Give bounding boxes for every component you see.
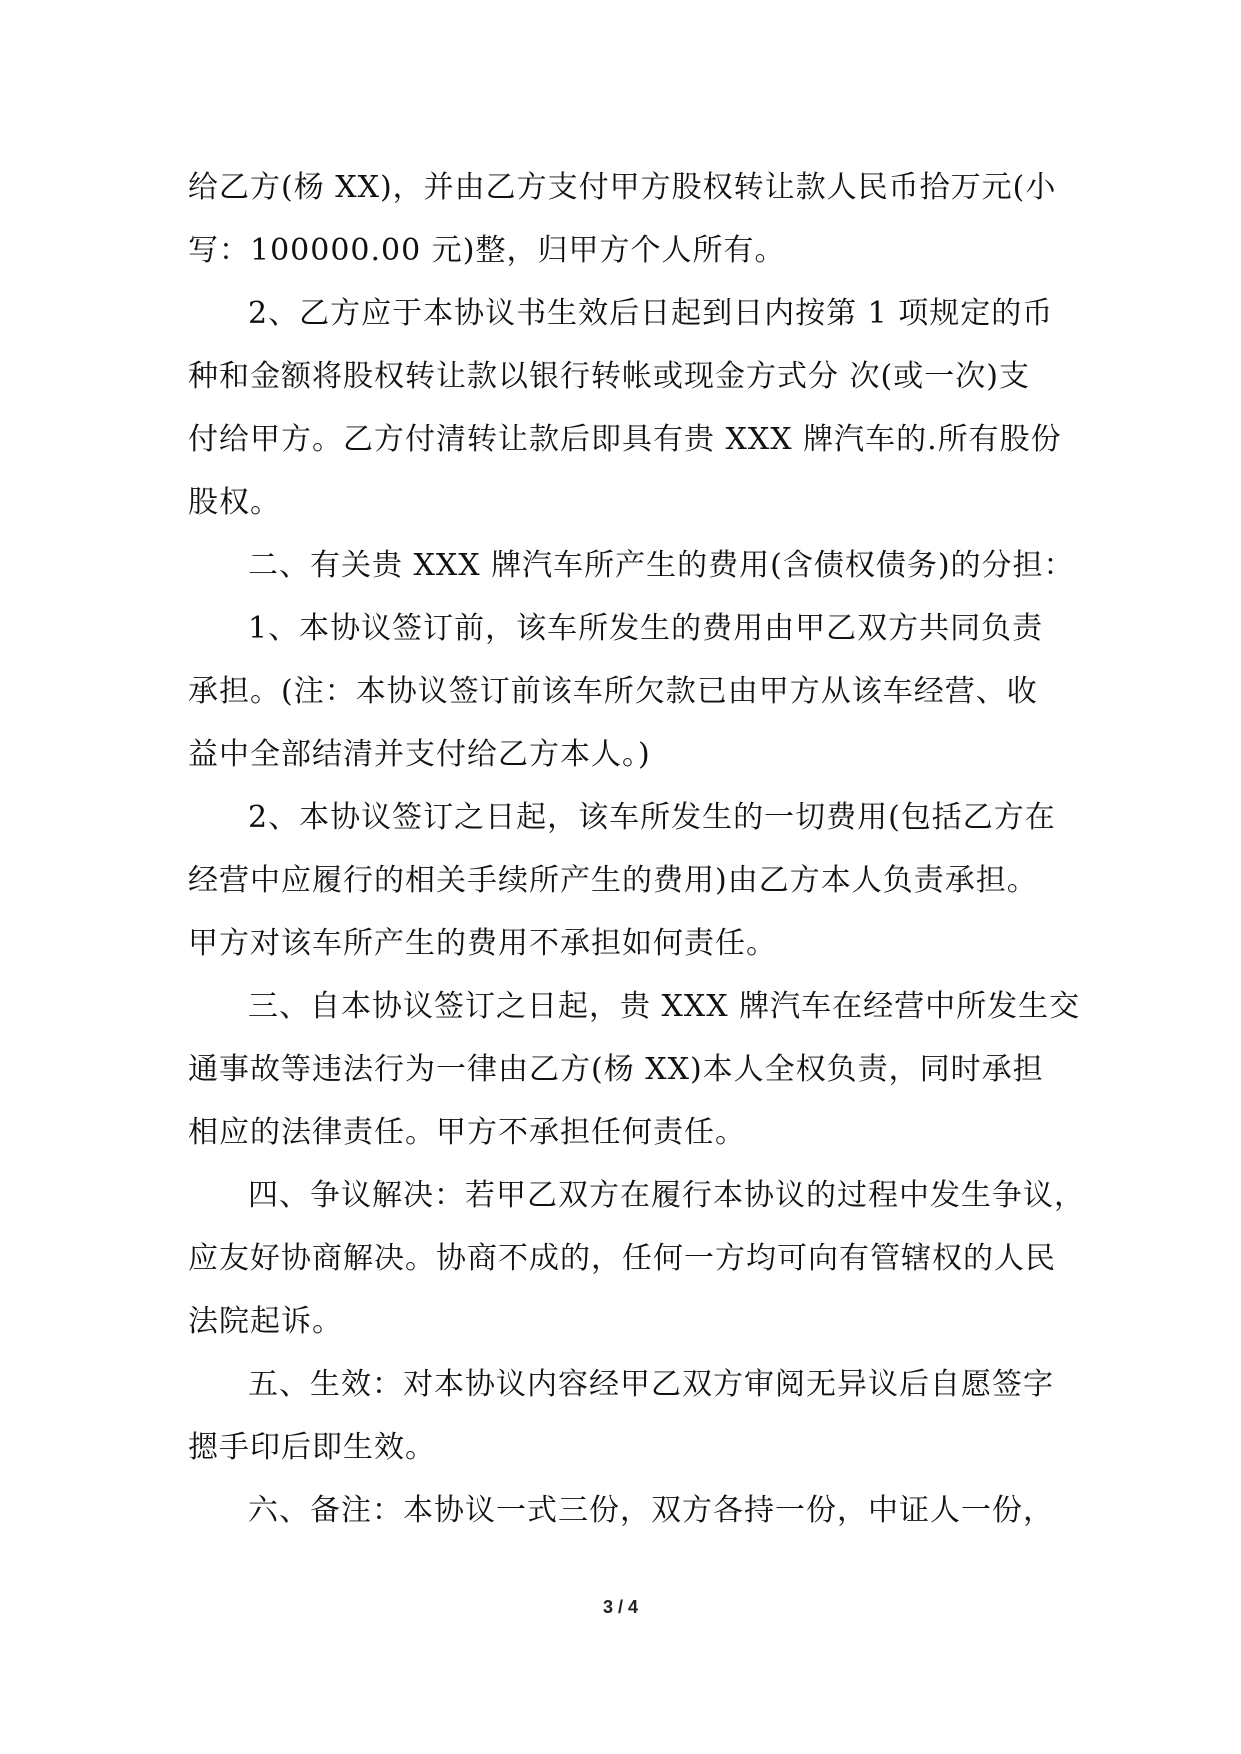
- text-line: 通事故等违法行为一律由乙方(杨 XX)本人全权负责，同时承担: [188, 1052, 1044, 1087]
- text-line: 法院起诉。: [188, 1304, 343, 1339]
- section-3: 三、自本协议签订之日起，贵 XXX 牌汽车在经营中所发生交: [248, 989, 1081, 1024]
- text-line: 股权。: [188, 485, 281, 520]
- text-line: 益中全部结清并支付给乙方本人。): [188, 737, 651, 772]
- text-line: 经营中应履行的相关手续所产生的费用)由乙方本人负责承担。: [188, 863, 1038, 898]
- section-2-heading: 二、有关贵 XXX 牌汽车所产生的费用(含债权债务)的分担：: [248, 548, 1075, 583]
- section-4: 四、争议解决：若甲乙双方在履行本协议的过程中发生争议，: [248, 1178, 1085, 1213]
- text-line: 付给甲方。乙方付清转让款后即具有贵 XXX 牌汽车的.所有股份: [188, 422, 1062, 457]
- text-line: 种和金额将股权转让款以银行转帐或现金方式分 次(或一次)支: [188, 359, 1030, 394]
- page-number: 3 / 4: [602, 1597, 639, 1617]
- text-line: 应友好协商解决。协商不成的，任何一方均可向有管辖权的人民: [188, 1241, 1056, 1276]
- section-2-item-1: 1、本协议签订前，该车所发生的费用由甲乙双方共同负责: [248, 611, 1044, 646]
- text-line: 承担。(注：本协议签订前该车所欠款已由甲方从该车经营、收: [188, 674, 1038, 709]
- document-body: [188, 156, 1085, 1542]
- text-line: 写：100000.00 元)整，归甲方个人所有。: [188, 233, 786, 268]
- section-6: 六、备注：本协议一式三份，双方各持一份，中证人一份，: [248, 1493, 1054, 1528]
- section-5: 五、生效：对本协议内容经甲乙双方审阅无异议后自愿签字: [248, 1367, 1054, 1402]
- text-line: 相应的法律责任。甲方不承担任何责任。: [188, 1115, 746, 1150]
- text-line: 甲方对该车所产生的费用不承担如何责任。: [188, 926, 777, 961]
- text-line: 摁手印后即生效。: [188, 1430, 436, 1465]
- clause-2-start: 2、乙方应于本协议书生效后日起到日内按第 1 项规定的币: [248, 296, 1054, 331]
- section-2-item-2: 2、本协议签订之日起，该车所发生的一切费用(包括乙方在: [248, 800, 1056, 835]
- text-line: 给乙方(杨 XX)，并由乙方支付甲方股权转让款人民币拾万元(小: [188, 170, 1057, 205]
